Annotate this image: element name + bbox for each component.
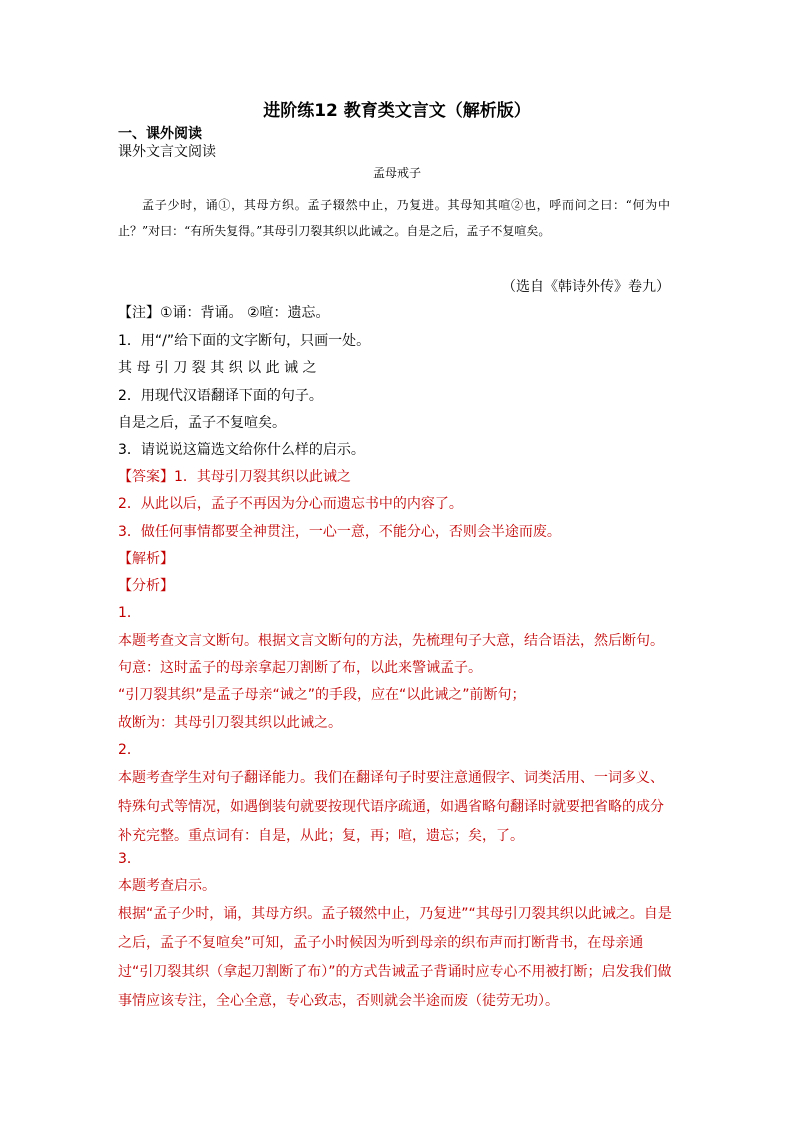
annotation-note: 【注】①诵：背诵。 ②喧：遗忘。 xyxy=(118,305,330,321)
section-heading: 一、课外阅读 xyxy=(118,126,202,142)
analysis-2-number: 2． xyxy=(118,742,141,758)
answer-3: 3．做任何事情都要全神贯注，一心一意，不能分心，否则会半途而废。 xyxy=(118,524,561,540)
answer-label: 【答案】 xyxy=(118,469,174,485)
analysis-1-line-2: 句意：这时孟子的母亲拿起刀割断了布，以此来警诫孟子。 xyxy=(118,660,482,676)
subsection-heading: 课外文言文阅读 xyxy=(118,144,216,160)
analysis-1-number: 1． xyxy=(118,605,141,621)
question-1: 1．用“/”给下面的文字断句，只画一处。 xyxy=(118,333,371,349)
question-2-text: 自是之后，孟子不复喧矣。 xyxy=(118,415,286,431)
question-2: 2．用现代汉语翻译下面的句子。 xyxy=(118,388,323,404)
passage-text: 孟子少时，诵①，其母方织。孟子辍然中止，乃复进。其母知其喧②也，呼而问之曰：“何为中止？”对曰：“有所失复得。”其母引刀裂其织以此诫之。自是之后，孟子不复喧矣。 xyxy=(118,198,670,238)
question-1-text: 其 母 引 刀 裂 其 织 以 此 诫 之 xyxy=(118,360,317,376)
analysis-1-line-3: “引刀裂其织”是孟子母亲“诫之”的手段，应在“以此诫之”前断句； xyxy=(118,687,526,703)
analysis-1-line-4: 故断为：其母引刀裂其织以此诫之。 xyxy=(118,715,342,731)
answer-1: 【答案】1．其母引刀裂其织以此诫之 xyxy=(118,469,351,485)
fenxi-label: 【分析】 xyxy=(118,578,174,594)
passage-source: （选自《韩诗外传》卷九） xyxy=(502,279,670,295)
answer-2: 2．从此以后，孟子不再因为分心而遗忘书中的内容了。 xyxy=(118,496,463,512)
passage-title: 孟母戒子 xyxy=(372,166,421,180)
analysis-3-text: 根据“孟子少时，诵，其母方织。孟子辍然中止，乃复进”“其母引刀裂其织以此诫之。自是之后，孟子不复喧矣”可知，孟子小时候因为听到母亲的织布声而打断背书，在母亲通过“引刀裂其织（拿起刀割断了布）”的方式告诫孟子背诵时应专心不用被打断；启发我们做事情应该专注，全心全意，专心致志，否则就会半途而废（徒劳无功）。 xyxy=(118,906,672,1009)
page-title: 进阶练12 教育类文言文（解析版） xyxy=(263,101,531,121)
question-3: 3．请说说这篇选文给你什么样的启示。 xyxy=(118,442,365,458)
analysis-2-text: 本题考查学生对句子翻译能力。我们在翻译句子时要注意通假字、词类活用、一词多义、特殊句式等情况，如遇倒装句就要按现代语序疏通，如遇省略句翻译时就要把省略的成分补充完整。重点词有：自是，从此；复，再；喧，遗忘；矣，了。 xyxy=(118,770,664,844)
analysis-3-line-1: 本题考查启示。 xyxy=(118,878,216,894)
jiexi-label: 【解析】 xyxy=(118,551,174,567)
analysis-3-number: 3． xyxy=(118,851,141,867)
analysis-1-line-1: 本题考查文言文断句。根据文言文断句的方法，先梳理句子大意，结合语法，然后断句。 xyxy=(118,633,664,649)
